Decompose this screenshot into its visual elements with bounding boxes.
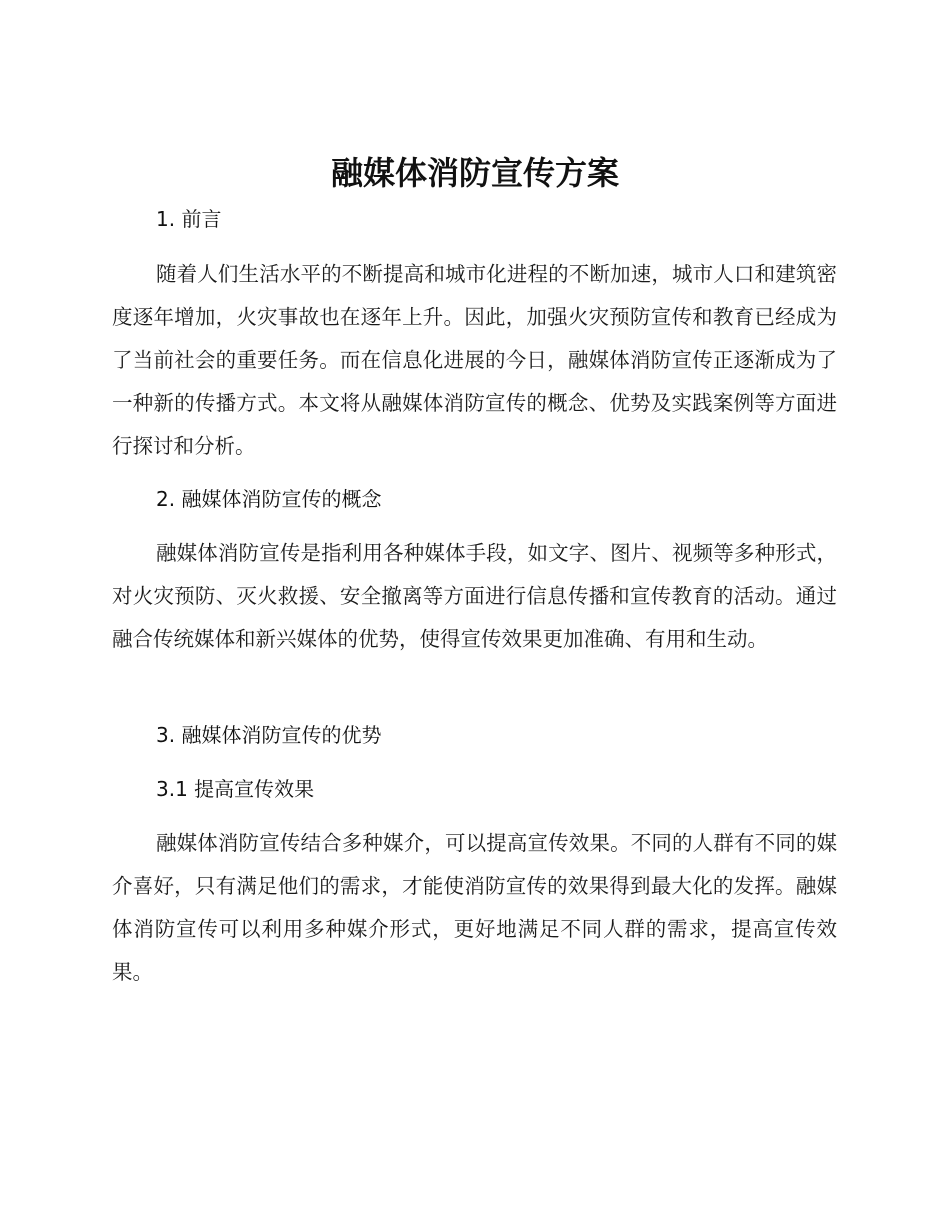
section-heading-advantages: 3. 融媒体消防宣传的优势 xyxy=(156,723,382,747)
section-heading-concept: 2. 融媒体消防宣传的概念 xyxy=(156,487,382,511)
preface-paragraph: 随着人们生活水平的不断提高和城市化进程的不断加速，城市人口和建筑密度逐年增加，火灾事故也在逐年上升。因此，加强火灾预防宣传和教育已经成为了当前社会的重要任务。而在信息化进展的今日，融媒体消防宣传正逐渐成为了一种新的传播方式。本文将从融媒体消防宣传的概念、优势及实践案例等方面进行探讨和分析。 xyxy=(112,262,837,458)
concept-paragraph: 融媒体消防宣传是指利用各种媒体手段，如文字、图片、视频等多种形式，对火灾预防、灭火救援、安全撤离等方面进行信息传播和宣传教育的活动。通过融合传统媒体和新兴媒体的优势，使得宣传效果更加准确、有用和生动。 xyxy=(112,541,837,651)
subsection-heading-effect: 3.1 提高宣传效果 xyxy=(156,777,315,801)
effect-paragraph: 融媒体消防宣传结合多种媒介，可以提高宣传效果。不同的人群有不同的媒介喜好，只有满足他们的需求，才能使消防宣传的效果得到最大化的发挥。融媒体消防宣传可以利用多种媒介形式，更好地满足不同人群的需求，提高宣传效果。 xyxy=(112,831,837,984)
document-title: 融媒体消防宣传方案 xyxy=(330,154,619,192)
section-heading-preface: 1. 前言 xyxy=(156,207,222,231)
